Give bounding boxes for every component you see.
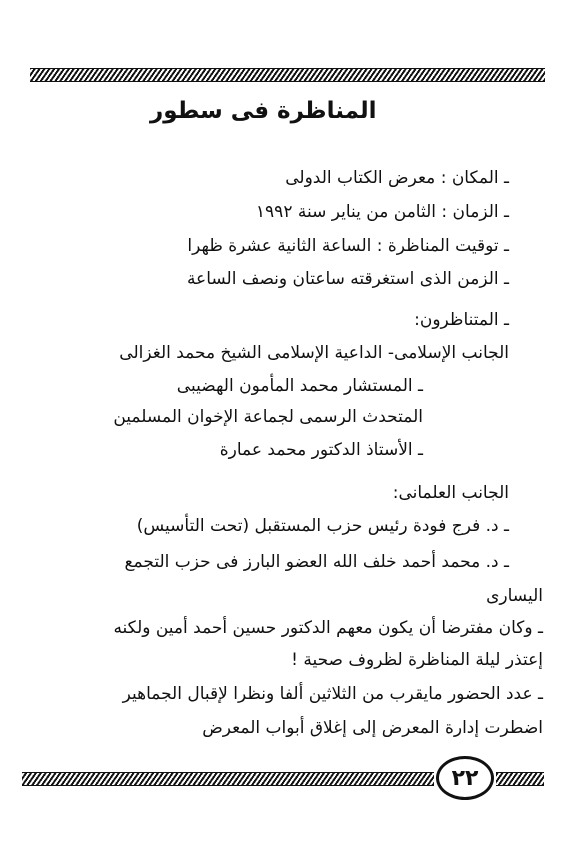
page-title: المناظرة فى سطور — [150, 98, 377, 124]
debaters-heading: ـ المتناظرون: — [414, 310, 509, 330]
top-decorative-rule — [30, 68, 545, 82]
leftist-line: اليسارى — [486, 586, 543, 606]
timing-line: ـ توقيت المناظرة : الساعة الثانية عشرة ظهرا — [187, 236, 509, 256]
page-number: ٢٢ — [436, 756, 494, 800]
imara-line: ـ الأستاذ الدكتور محمد عمارة — [219, 440, 423, 460]
secular-side-heading: الجانب العلمانى: — [392, 483, 509, 503]
spokesman-line: المتحدث الرسمى لجماعة الإخوان المسلمين — [113, 407, 423, 427]
bottom-decorative-rule-left — [22, 772, 434, 786]
hudaybi-line: ـ المستشار محمد المأمون الهضيبى — [176, 376, 423, 396]
fouda-line: ـ د. فرج فودة رئيس حزب المستقبل (تحت التأسيس) — [136, 516, 509, 536]
amin-line-1: ـ وكان مفترضا أن يكون معهم الدكتور حسين أحمد أمين ولكنه — [113, 618, 543, 638]
amin-line-2: إعتذر ليلة المناظرة لظروف صحية ! — [291, 650, 543, 670]
bottom-decorative-rule-right — [496, 772, 544, 786]
time-line: ـ الزمان : الثامن من يناير سنة ١٩٩٢ — [255, 202, 509, 222]
attendance-line-2: اضطرت إدارة المعرض إلى إغلاق أبواب المعرض — [202, 718, 543, 738]
attendance-line-1: ـ عدد الحضور مايقرب من الثلاثين ألفا ونظرا لإقبال الجماهير — [122, 684, 543, 704]
khalafallah-line: ـ د. محمد أحمد خلف الله العضو البارز فى حزب التجمع — [124, 552, 509, 572]
duration-line: ـ الزمن الذى استغرقته ساعتان ونصف الساعة — [186, 269, 509, 289]
islamic-side-line: الجانب الإسلامى- الداعية الإسلامى الشيخ محمد الغزالى — [119, 343, 509, 363]
place-line: ـ المكان : معرض الكتاب الدولى — [285, 168, 509, 188]
